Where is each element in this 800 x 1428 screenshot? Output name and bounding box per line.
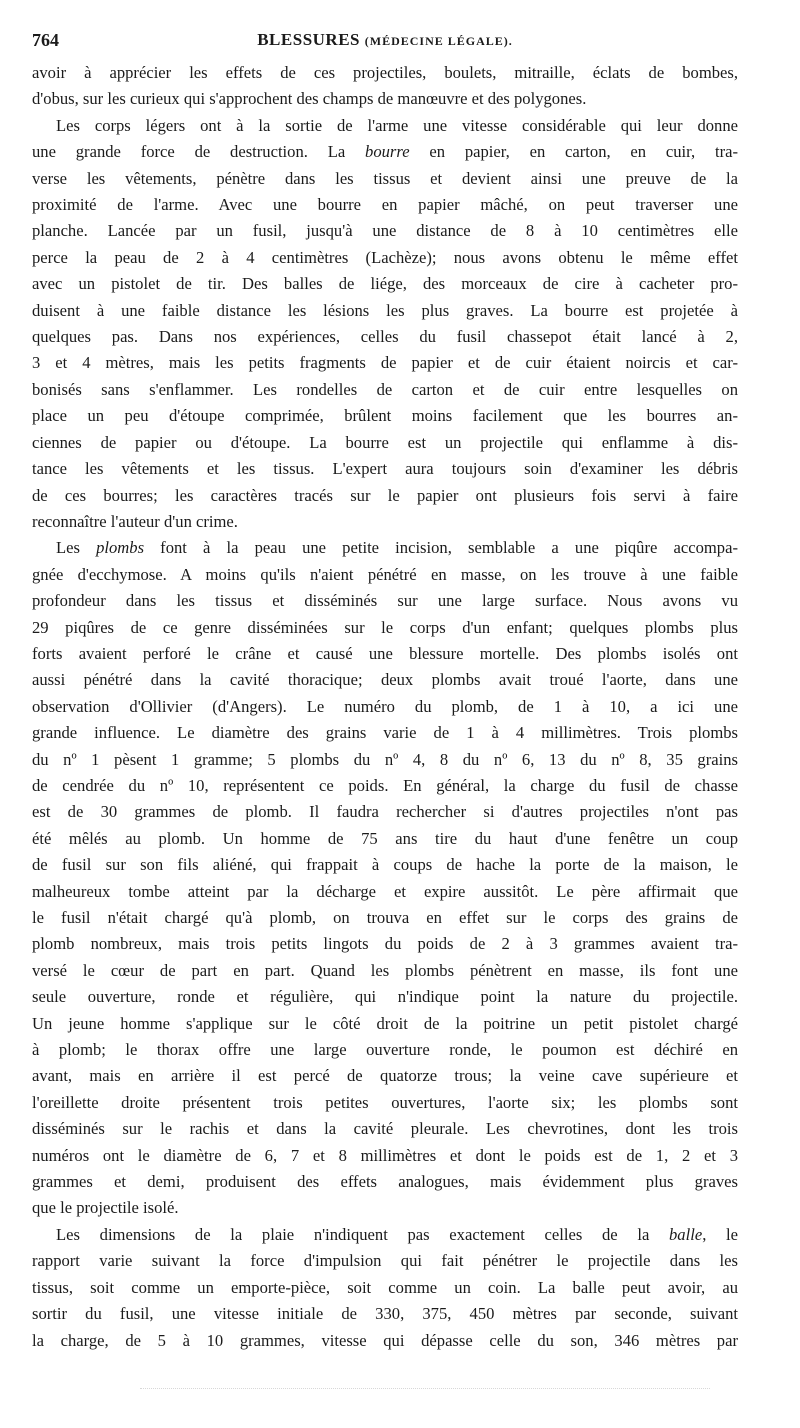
text-line: quelques pas. Dans nos expériences, celles du fusil chassepot était lancé à 2, [32,327,738,347]
text-line: reconnaître l'auteur d'un crime. [32,511,238,531]
text-line: la charge, de 5 à 10 grammes, vitesse qui dépasse celle du son, 346 mètres par [32,1330,738,1350]
text-line: forts avaient perforé le crâne et causé une blessure mortelle. Des plombs isolés ont [32,643,738,663]
running-title-sub: (MÉDECINE LÉGALE). [364,34,513,48]
text-line: Les plombs font à la peau une petite incision, semblable a une piqûre accompa- [56,538,738,558]
text-line: observation d'Ollivier (d'Angers). Le numéro du plomb, de 1 à 10, a ici une [32,696,738,716]
text-line: proximité de l'arme. Avec une bourre en papier mâché, on peut traverser une [32,195,738,215]
text-line: duisent à une faible distance les lésions les plus graves. La bourre est projetée à [32,300,738,320]
paragraph [32,113,738,536]
text-line: avec un pistolet de tir. Des balles de liége, des morceaux de cire à cacheter pro- [32,274,738,294]
text-line: à plomb; le thorax offre une large ouverture ronde, le poumon est déchiré en [32,1040,738,1060]
text-line: est de 30 grammes de plomb. Il faudra rechercher si d'autres projectiles n'ont pas [32,802,738,822]
text-line: perce la peau de 2 à 4 centimètres (Lachèze); nous avons obtenu le même effet [32,247,738,267]
text-line: gnée d'ecchymose. A moins qu'ils n'aient pénétré en masse, on les trouve à une faible [32,564,738,584]
text-line: que le projectile isolé. [32,1198,179,1218]
text-line: tance les vêtements et les tissus. L'expert aura toujours soin d'examiner les débris [32,459,738,479]
text-line: de ces bourres; les caractères tracés sur le papier ont plusieurs fois servi à faire [32,485,738,505]
text-line: disséminés sur le rachis et dans la cavité pleurale. Les chevrotines, dont les trois [32,1119,738,1139]
text-line: planche. Lancée par un fusil, jusqu'à une distance de 8 à 10 centimètres elle [32,221,738,241]
text-line: ciennes de papier ou d'étoupe. La bourre est un projectile qui enflamme à dis- [32,432,738,452]
text-line: plomb nombreux, mais trois petits lingots du poids de 2 à 3 grammes avaient tra- [32,934,738,954]
text-line: été mêlés au plomb. Un homme de 75 ans tire du haut d'une fenêtre un coup [32,828,738,848]
body-text [32,60,738,1354]
text-line: avant, mais en arrière il est percé de quatorze trous; la veine cave supérieure et [32,1066,738,1086]
text-line: sortir du fusil, une vitesse initiale de 330, 375, 450 mètres par seconde, suivant [32,1304,738,1324]
text-line: place un peu d'étoupe comprimée, brûlent moins facilement que les bourres an- [32,406,738,426]
paragraph [32,60,738,113]
text-line: de fusil sur son fils aliéné, qui frappait à coups de hache la porte de la maison, le [32,855,738,875]
text-line: Un jeune homme s'applique sur le côté droit de la poitrine un petit pistolet chargé [32,1013,738,1033]
page-bottom-trace [140,1388,710,1390]
running-title-main: BLESSURES [257,30,360,49]
text-line: malheureux tombe atteint par la décharge et expire aussitôt. Le père affirmait que [32,881,738,901]
text-line: tissus, soit comme un emporte-pièce, soit comme un coin. La balle peut avoir, au [32,1277,738,1297]
text-line: numéros ont le diamètre de 6, 7 et 8 millimètres et dont le poids est de 1, 2 et 3 [32,1145,738,1165]
text-line: grande influence. Le diamètre des grains varie de 1 à 4 millimètres. Trois plombs [32,723,738,743]
text-line: le fusil n'était chargé qu'à plomb, on trouva en effet sur le corps des grains de [32,908,738,927]
text-line: profondeur dans les tissus et disséminés sur une large surface. Nous avons vu [32,591,738,611]
text-line: 29 piqûres de ce genre disséminées sur le corps d'un enfant; quelques plombs plus [32,617,738,637]
text-line: seule ouverture, ronde et régulière, qui n'indique point la nature du projectile. [32,987,738,1007]
text-line: versé le cœur de part en part. Quand les plombs pénètrent en masse, ils font une [32,960,738,980]
running-title [32,30,738,50]
text-line: 3 et 4 mètres, mais les petits fragments de papier et de cuir étaient noircis et car- [32,353,738,373]
page-number: 764 [32,30,59,50]
text-line: Les dimensions de la plaie n'indiquent pas exactement celles de la balle, le [56,1224,738,1244]
text-line: aussi pénétré dans la cavité thoracique; deux plombs avait troué l'aorte, dans une [32,670,738,690]
text-line: une grande force de destruction. La bourre en papier, en carton, en cuir, tra- [32,142,738,162]
text-line: bonisés sans s'enflammer. Les rondelles de carton et de cuir entre lesquelles on [32,379,738,399]
paragraph [32,1222,738,1354]
text-line: grammes et demi, produisent des effets analogues, mais évidemment plus graves [32,1172,738,1192]
text-line: Les corps légers ont à la sortie de l'arme une vitesse considérable qui leur donne [56,115,738,135]
text-line: rapport varie suivant la force d'impulsion qui fait pénétrer le projectile dans les [32,1251,738,1271]
text-line: verse les vêtements, pénètre dans les tissus et devient ainsi une preuve de la [32,168,738,188]
paragraph [32,535,738,1222]
book-page [32,26,738,1406]
text-line: du nº 1 pèsent 1 gramme; 5 plombs du nº 4, 8 du nº 6, 13 du nº 8, 35 grains [32,749,738,769]
text-line: avoir à apprécier les effets de ces projectiles, boulets, mitraille, éclats de bombes, [32,63,738,82]
running-head [32,26,738,56]
text-line: d'obus, sur les curieux qui s'approchent des champs de manœuvre et des polygones. [32,89,587,109]
text-line: l'oreillette droite présentent trois petites ouvertures, l'aorte six; les plombs sont [32,1092,738,1112]
text-line: de cendrée du nº 10, représentent ce poids. En général, la charge du fusil de chasse [32,775,738,795]
